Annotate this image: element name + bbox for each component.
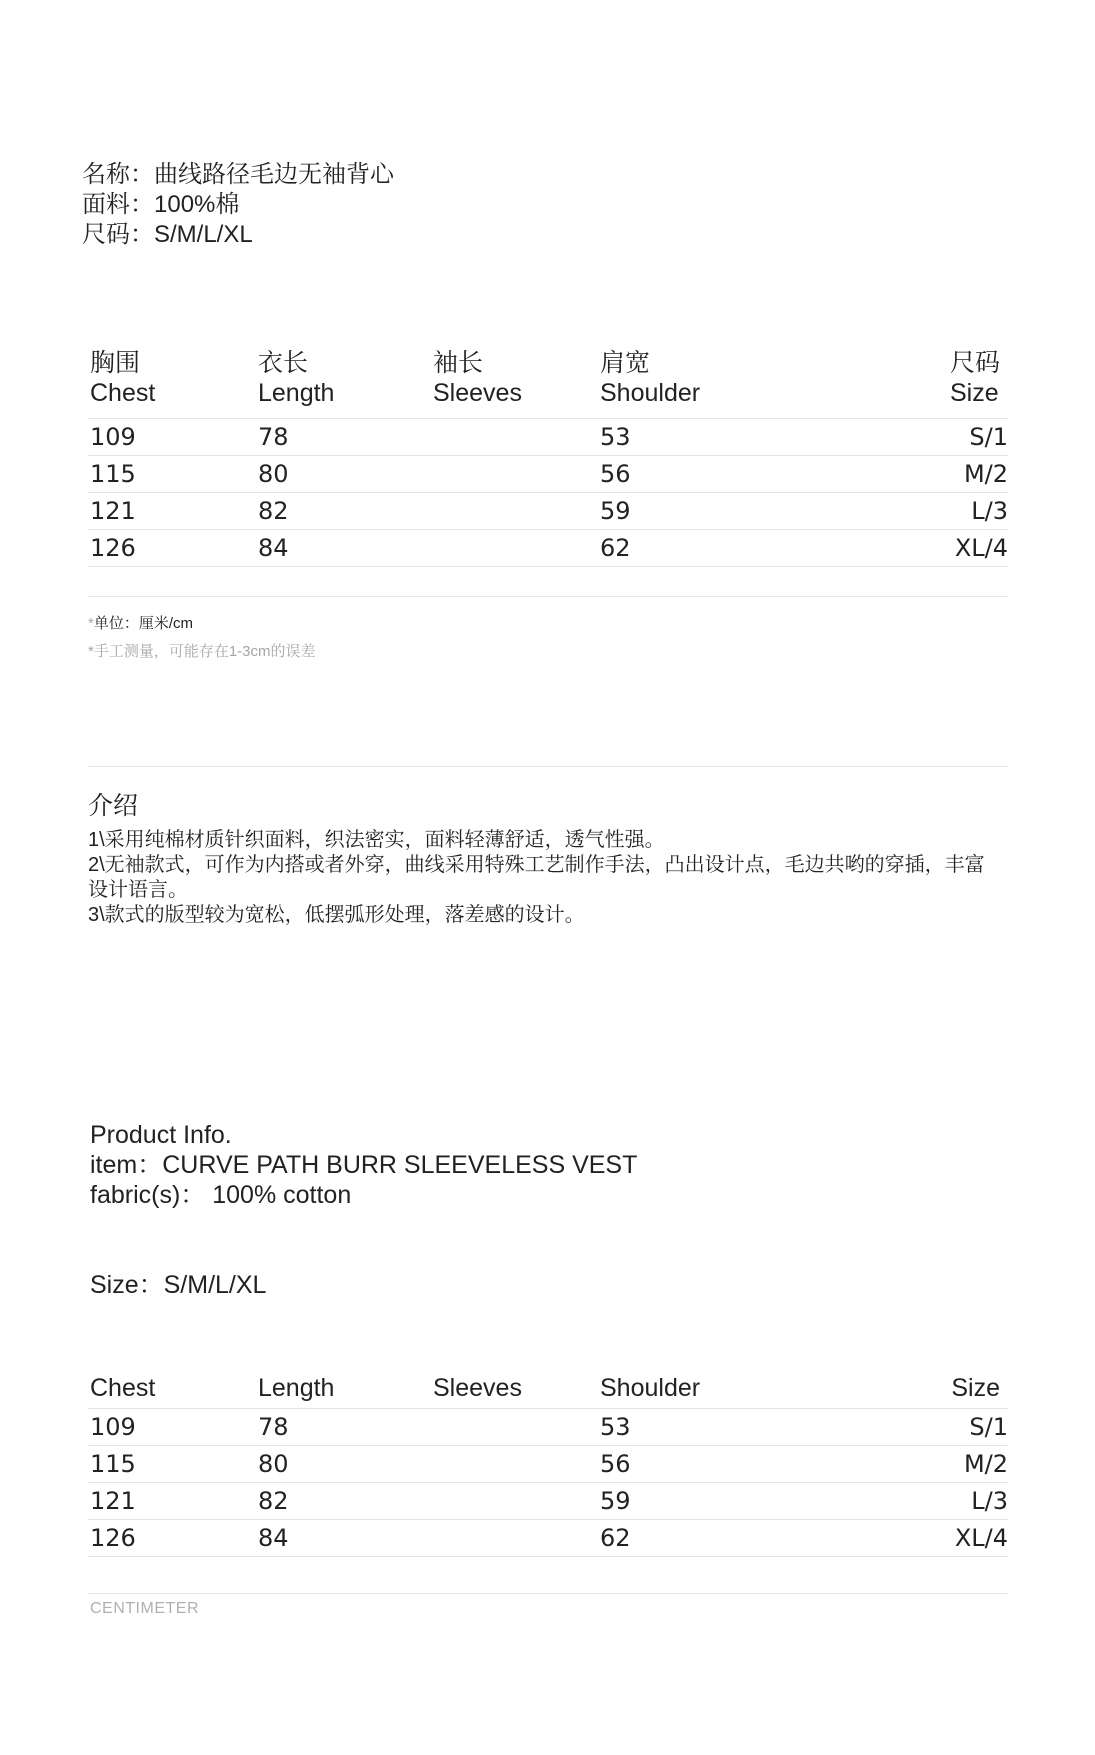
intro-body <box>88 828 998 928</box>
header-sleeves: 袖长 Sleeves <box>433 349 522 407</box>
cell-size: S/1 <box>969 1413 1008 1441</box>
product-fabric-en: fabric(s)： 100% cotton <box>90 1181 352 1209</box>
table-row <box>88 1520 1008 1557</box>
divider <box>88 596 1008 597</box>
table-row <box>88 419 1008 456</box>
divider <box>88 1593 1008 1594</box>
cell-size: L/3 <box>971 1487 1008 1515</box>
cell-shoulder: 56 <box>600 460 631 488</box>
cell-size: XL/4 <box>954 534 1008 562</box>
intro-line: 3\款式的版型较为宽松，低摆弧形处理，落差感的设计。 <box>88 904 585 926</box>
cell-chest: 121 <box>90 1487 136 1515</box>
cell-chest: 126 <box>90 534 136 562</box>
header-chest: Chest <box>90 1374 156 1402</box>
product-item: item：CURVE PATH BURR SLEEVELESS VEST <box>90 1151 638 1179</box>
table-row <box>88 530 1008 567</box>
cell-size: XL/4 <box>954 1524 1008 1552</box>
cell-length: 84 <box>258 534 289 562</box>
cell-shoulder: 56 <box>600 1450 631 1478</box>
table-row <box>88 1446 1008 1483</box>
cell-shoulder: 59 <box>600 1487 631 1515</box>
header-size: Size <box>951 1374 1000 1402</box>
cell-shoulder: 62 <box>600 534 631 562</box>
unit-label: CENTIMETER <box>90 1600 199 1617</box>
cell-chest: 109 <box>90 1413 136 1441</box>
header-length: 衣长 Length <box>258 349 335 407</box>
cell-length: 82 <box>258 497 289 525</box>
unit-note: *单位：厘米/cm <box>88 615 194 632</box>
cell-size: S/1 <box>969 423 1008 451</box>
product-fabric: 面料：100%棉 <box>82 191 240 218</box>
cell-chest: 115 <box>90 460 136 488</box>
cell-length: 80 <box>258 1450 289 1478</box>
cell-length: 84 <box>258 1524 289 1552</box>
cell-length: 80 <box>258 460 289 488</box>
header-shoulder: 肩宽 Shoulder <box>600 349 701 407</box>
cell-chest: 109 <box>90 423 136 451</box>
table-row <box>88 493 1008 530</box>
size-table-header <box>88 1368 1008 1409</box>
header-shoulder: Shoulder <box>600 1374 701 1402</box>
cell-shoulder: 53 <box>600 1413 631 1441</box>
cell-size: L/3 <box>971 497 1008 525</box>
cell-length: 78 <box>258 423 289 451</box>
product-size-en: Size：S/M/L/XL <box>90 1271 267 1299</box>
intro-line: 1\采用纯棉材质针织面料，织法密实，面料轻薄舒适，透气性强。 <box>88 829 665 851</box>
table-row <box>88 456 1008 493</box>
header-chest: 胸围 Chest <box>90 349 156 407</box>
measurement-note: *手工测量，可能存在1-3cm的误差 <box>88 643 316 660</box>
size-table-en <box>88 1368 1008 1557</box>
cell-shoulder: 53 <box>600 423 631 451</box>
cell-size: M/2 <box>963 460 1008 488</box>
size-table-header <box>88 348 1008 419</box>
cell-chest: 126 <box>90 1524 136 1552</box>
product-info-en <box>90 1120 637 1210</box>
header-length: Length <box>258 1374 335 1402</box>
cell-chest: 115 <box>90 1450 136 1478</box>
cell-length: 78 <box>258 1413 289 1441</box>
cell-length: 82 <box>258 1487 289 1515</box>
product-name: 名称：曲线路径毛边无袖背心 <box>82 161 394 188</box>
intro-title: 介绍 <box>88 792 139 820</box>
cell-shoulder: 62 <box>600 1524 631 1552</box>
product-size: 尺码：S/M/L/XL <box>82 221 253 248</box>
cell-chest: 121 <box>90 497 136 525</box>
cell-size: M/2 <box>963 1450 1008 1478</box>
header-size: 尺码 Size <box>949 349 1000 407</box>
product-info-heading: Product Info. <box>90 1121 232 1149</box>
table-row <box>88 1409 1008 1446</box>
intro-line: 2\无袖款式，可作为内搭或者外穿，曲线采用特殊工艺制作手法，凸出设计点，毛边共哟的穿插，丰富设计语言。 <box>88 854 985 901</box>
header-sleeves: Sleeves <box>433 1374 522 1402</box>
table-row <box>88 1483 1008 1520</box>
size-table-cn <box>88 348 1008 567</box>
divider <box>88 766 1008 767</box>
product-info-cn <box>82 160 394 250</box>
cell-shoulder: 59 <box>600 497 631 525</box>
